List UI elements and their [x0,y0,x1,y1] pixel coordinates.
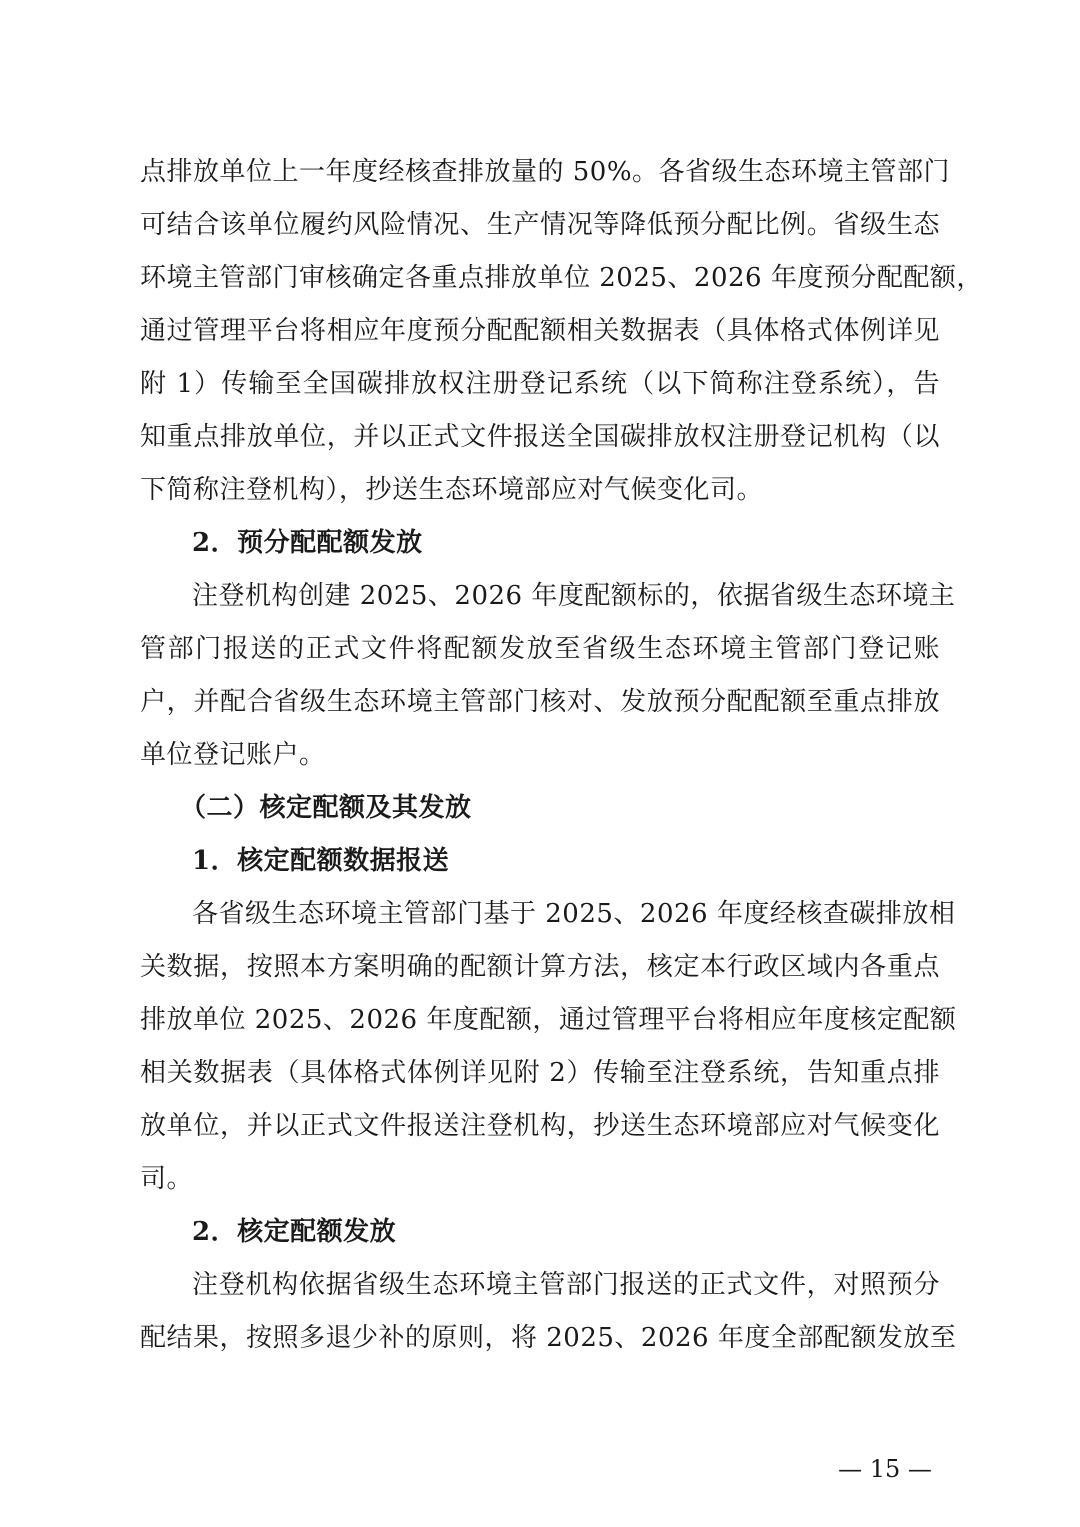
page-number: — 15 — [838,1455,932,1483]
text-line: 户，并配合省级生态环境主管部门核对、发放预分配配额至重点排放 [140,687,940,717]
section-heading: （二）核定配额及其发放 [180,793,472,823]
text-line: 知重点排放单位，并以正式文件报送全国碳排放权注册登记机构（以 [140,422,940,452]
text-line: 可结合该单位履约风险情况、生产情况等降低预分配比例。省级生态 [140,210,940,240]
section-heading: 2．预分配配额发放 [192,528,423,558]
text-line: 管部门报送的正式文件将配额发放至省级生态环境主管部门登记账 [140,634,940,664]
text-line: 相关数据表（具体格式体例详见附 2）传输至注登系统，告知重点排 [140,1058,940,1088]
text-line: 下简称注登机构），抄送生态环境部应对气候变化司。 [140,475,764,505]
text-line: 各省级生态环境主管部门基于 2025、2026 年度经核查碳排放相 [192,899,956,929]
subsection-heading: 2．核定配额发放 [192,1217,397,1247]
text-line: 通过管理平台将相应年度预分配配额相关数据表（具体格式体例详见 [140,316,940,346]
subsection-heading: 1．核定配额数据报送 [192,846,450,876]
text-line: 关数据，按照本方案明确的配额计算方法，核定本行政区域内各重点 [140,952,940,982]
text-line: 司。 [140,1164,194,1194]
text-line: 注登机构创建 2025、2026 年度配额标的，依据省级生态环境主 [192,581,956,611]
text-line: 环境主管部门审核确定各重点排放单位 2025、2026 年度预分配配额， [140,263,983,293]
text-line: 放单位，并以正式文件报送注登机构，抄送生态环境部应对气候变化 [140,1111,940,1141]
text-line: 排放单位 2025、2026 年度配额，通过管理平台将相应年度核定配额 [140,1005,957,1035]
text-line: 注登机构依据省级生态环境主管部门报送的正式文件，对照预分 [192,1270,940,1300]
text-line: 点排放单位上一年度经核查排放量的 50%。各省级生态环境主管部门 [140,157,951,187]
text-line: 配结果，按照多退少补的原则，将 2025、2026 年度全部配额发放至 [140,1323,957,1353]
text-line: 单位登记账户。 [140,740,326,770]
text-line: 附 1）传输至全国碳排放权注册登记系统（以下简称注登系统），告 [140,369,940,399]
